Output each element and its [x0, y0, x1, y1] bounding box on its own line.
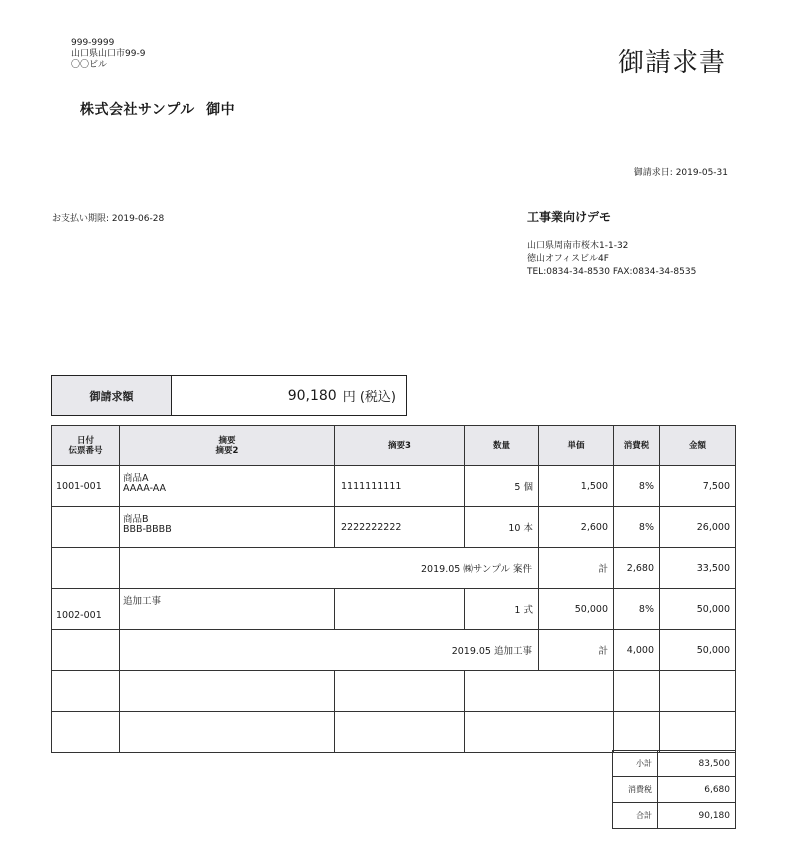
empty-cell [660, 671, 736, 712]
table-empty-row [52, 671, 736, 712]
row-desc2: AAAA-AA [123, 483, 167, 494]
row-desc [120, 507, 335, 548]
subtotal-label: 計 [539, 630, 614, 671]
row-code: 1001-001 [52, 466, 120, 507]
billing-amount-value: 90,180 [287, 387, 337, 404]
recipient-address [71, 38, 145, 71]
subtotal-tax: 4,000 [614, 630, 660, 671]
row-qty: 1 式 [465, 589, 539, 630]
document-title: 御請求書 [617, 48, 726, 78]
header-tax: 消費税 [614, 426, 660, 466]
billing-amount-unit: 円 (税込) [342, 390, 396, 405]
subtotal-case: 2019.05 ㈱サンプル 案件 [120, 548, 539, 589]
table-subtotal-row [52, 630, 736, 671]
recipient-address-line1: 山口県山口市99-9 [71, 49, 146, 59]
row-amount: 7,500 [660, 466, 736, 507]
empty-cell [660, 712, 736, 753]
row-tax: 8% [614, 507, 660, 548]
issuer-address [527, 240, 696, 279]
totals-total-value: 90,180 [658, 803, 736, 829]
subtotal-amount: 50,000 [660, 630, 736, 671]
issuer-address-line2: 徳山オフィスビル4F [527, 254, 609, 264]
row-memo: 2222222222 [335, 507, 465, 548]
row-amount: 50,000 [660, 589, 736, 630]
header-date-slip [52, 426, 120, 466]
subtotal-case: 2019.05 追加工事 [120, 630, 539, 671]
empty-cell [120, 671, 335, 712]
row-amount: 26,000 [660, 507, 736, 548]
header-summary1: 摘要 [218, 435, 236, 446]
row-memo [335, 589, 465, 630]
recipient-name [80, 99, 235, 119]
header-amount: 金額 [660, 426, 736, 466]
empty-cell [614, 712, 660, 753]
totals-total-label: 合計 [613, 803, 658, 829]
header-summary [120, 426, 335, 466]
subtotal-amount: 33,500 [660, 548, 736, 589]
empty-cell [120, 712, 335, 753]
row-code: 1002-001 [52, 589, 120, 630]
due-date: お支払い期限: 2019-06-28 [52, 214, 165, 224]
row-tax: 8% [614, 466, 660, 507]
empty-cell [335, 671, 465, 712]
row-desc1: 商品A [123, 473, 149, 484]
recipient-company: 株式会社サンプル [80, 102, 195, 118]
header-summary3: 摘要3 [335, 426, 465, 466]
empty-cell [614, 671, 660, 712]
subtotal-empty [52, 630, 120, 671]
row-memo: 1111111111 [335, 466, 465, 507]
header-slip: 伝票番号 [68, 445, 103, 456]
totals-subtotal-label: 小計 [613, 751, 658, 777]
row-desc1: 商品B [123, 514, 149, 525]
empty-cell [52, 712, 120, 753]
row-desc [120, 589, 335, 630]
billing-amount-value-cell [172, 376, 406, 415]
totals-subtotal-row [613, 751, 736, 777]
empty-cell [465, 712, 614, 753]
recipient-honorific: 御中 [206, 102, 236, 118]
totals-table [612, 750, 736, 829]
table-empty-row [52, 712, 736, 753]
table-row [52, 466, 736, 507]
row-price: 2,600 [539, 507, 614, 548]
row-code [52, 507, 120, 548]
subtotal-label: 計 [539, 548, 614, 589]
row-desc [120, 466, 335, 507]
issuer-contact: TEL:0834-34-8530 FAX:0834-34-8535 [527, 267, 697, 277]
issuer-address-line1: 山口県周南市桜木1-1-32 [527, 241, 629, 251]
subtotal-tax: 2,680 [614, 548, 660, 589]
header-date: 日付 [76, 435, 94, 446]
issuer-name: 工事業向けデモ [527, 210, 612, 224]
row-qty: 5 個 [465, 466, 539, 507]
row-desc1: 追加工事 [123, 596, 162, 607]
billing-amount-label: 御請求額 [52, 376, 172, 415]
billing-amount-box [51, 375, 407, 416]
recipient-postal: 999-9999 [71, 38, 115, 48]
empty-cell [52, 671, 120, 712]
table-row [52, 589, 736, 630]
table-row [52, 507, 736, 548]
row-price: 1,500 [539, 466, 614, 507]
totals-subtotal-value: 83,500 [658, 751, 736, 777]
row-price: 50,000 [539, 589, 614, 630]
header-qty: 数量 [465, 426, 539, 466]
totals-total-row [613, 803, 736, 829]
totals-tax-row [613, 777, 736, 803]
line-items-table [51, 425, 736, 753]
table-header-row [52, 426, 736, 466]
totals-tax-label: 消費税 [613, 777, 658, 803]
header-summary2: 摘要2 [215, 445, 239, 456]
recipient-address-line2: 〇〇ビル [71, 60, 108, 70]
row-qty: 10 本 [465, 507, 539, 548]
row-desc2: BBB-BBBB [123, 524, 172, 535]
empty-cell [335, 712, 465, 753]
empty-cell [465, 671, 614, 712]
subtotal-empty [52, 548, 120, 589]
issue-date: 御請求日: 2019-05-31 [633, 168, 728, 178]
row-tax: 8% [614, 589, 660, 630]
totals-tax-value: 6,680 [658, 777, 736, 803]
table-subtotal-row [52, 548, 736, 589]
header-unit-price: 単価 [539, 426, 614, 466]
